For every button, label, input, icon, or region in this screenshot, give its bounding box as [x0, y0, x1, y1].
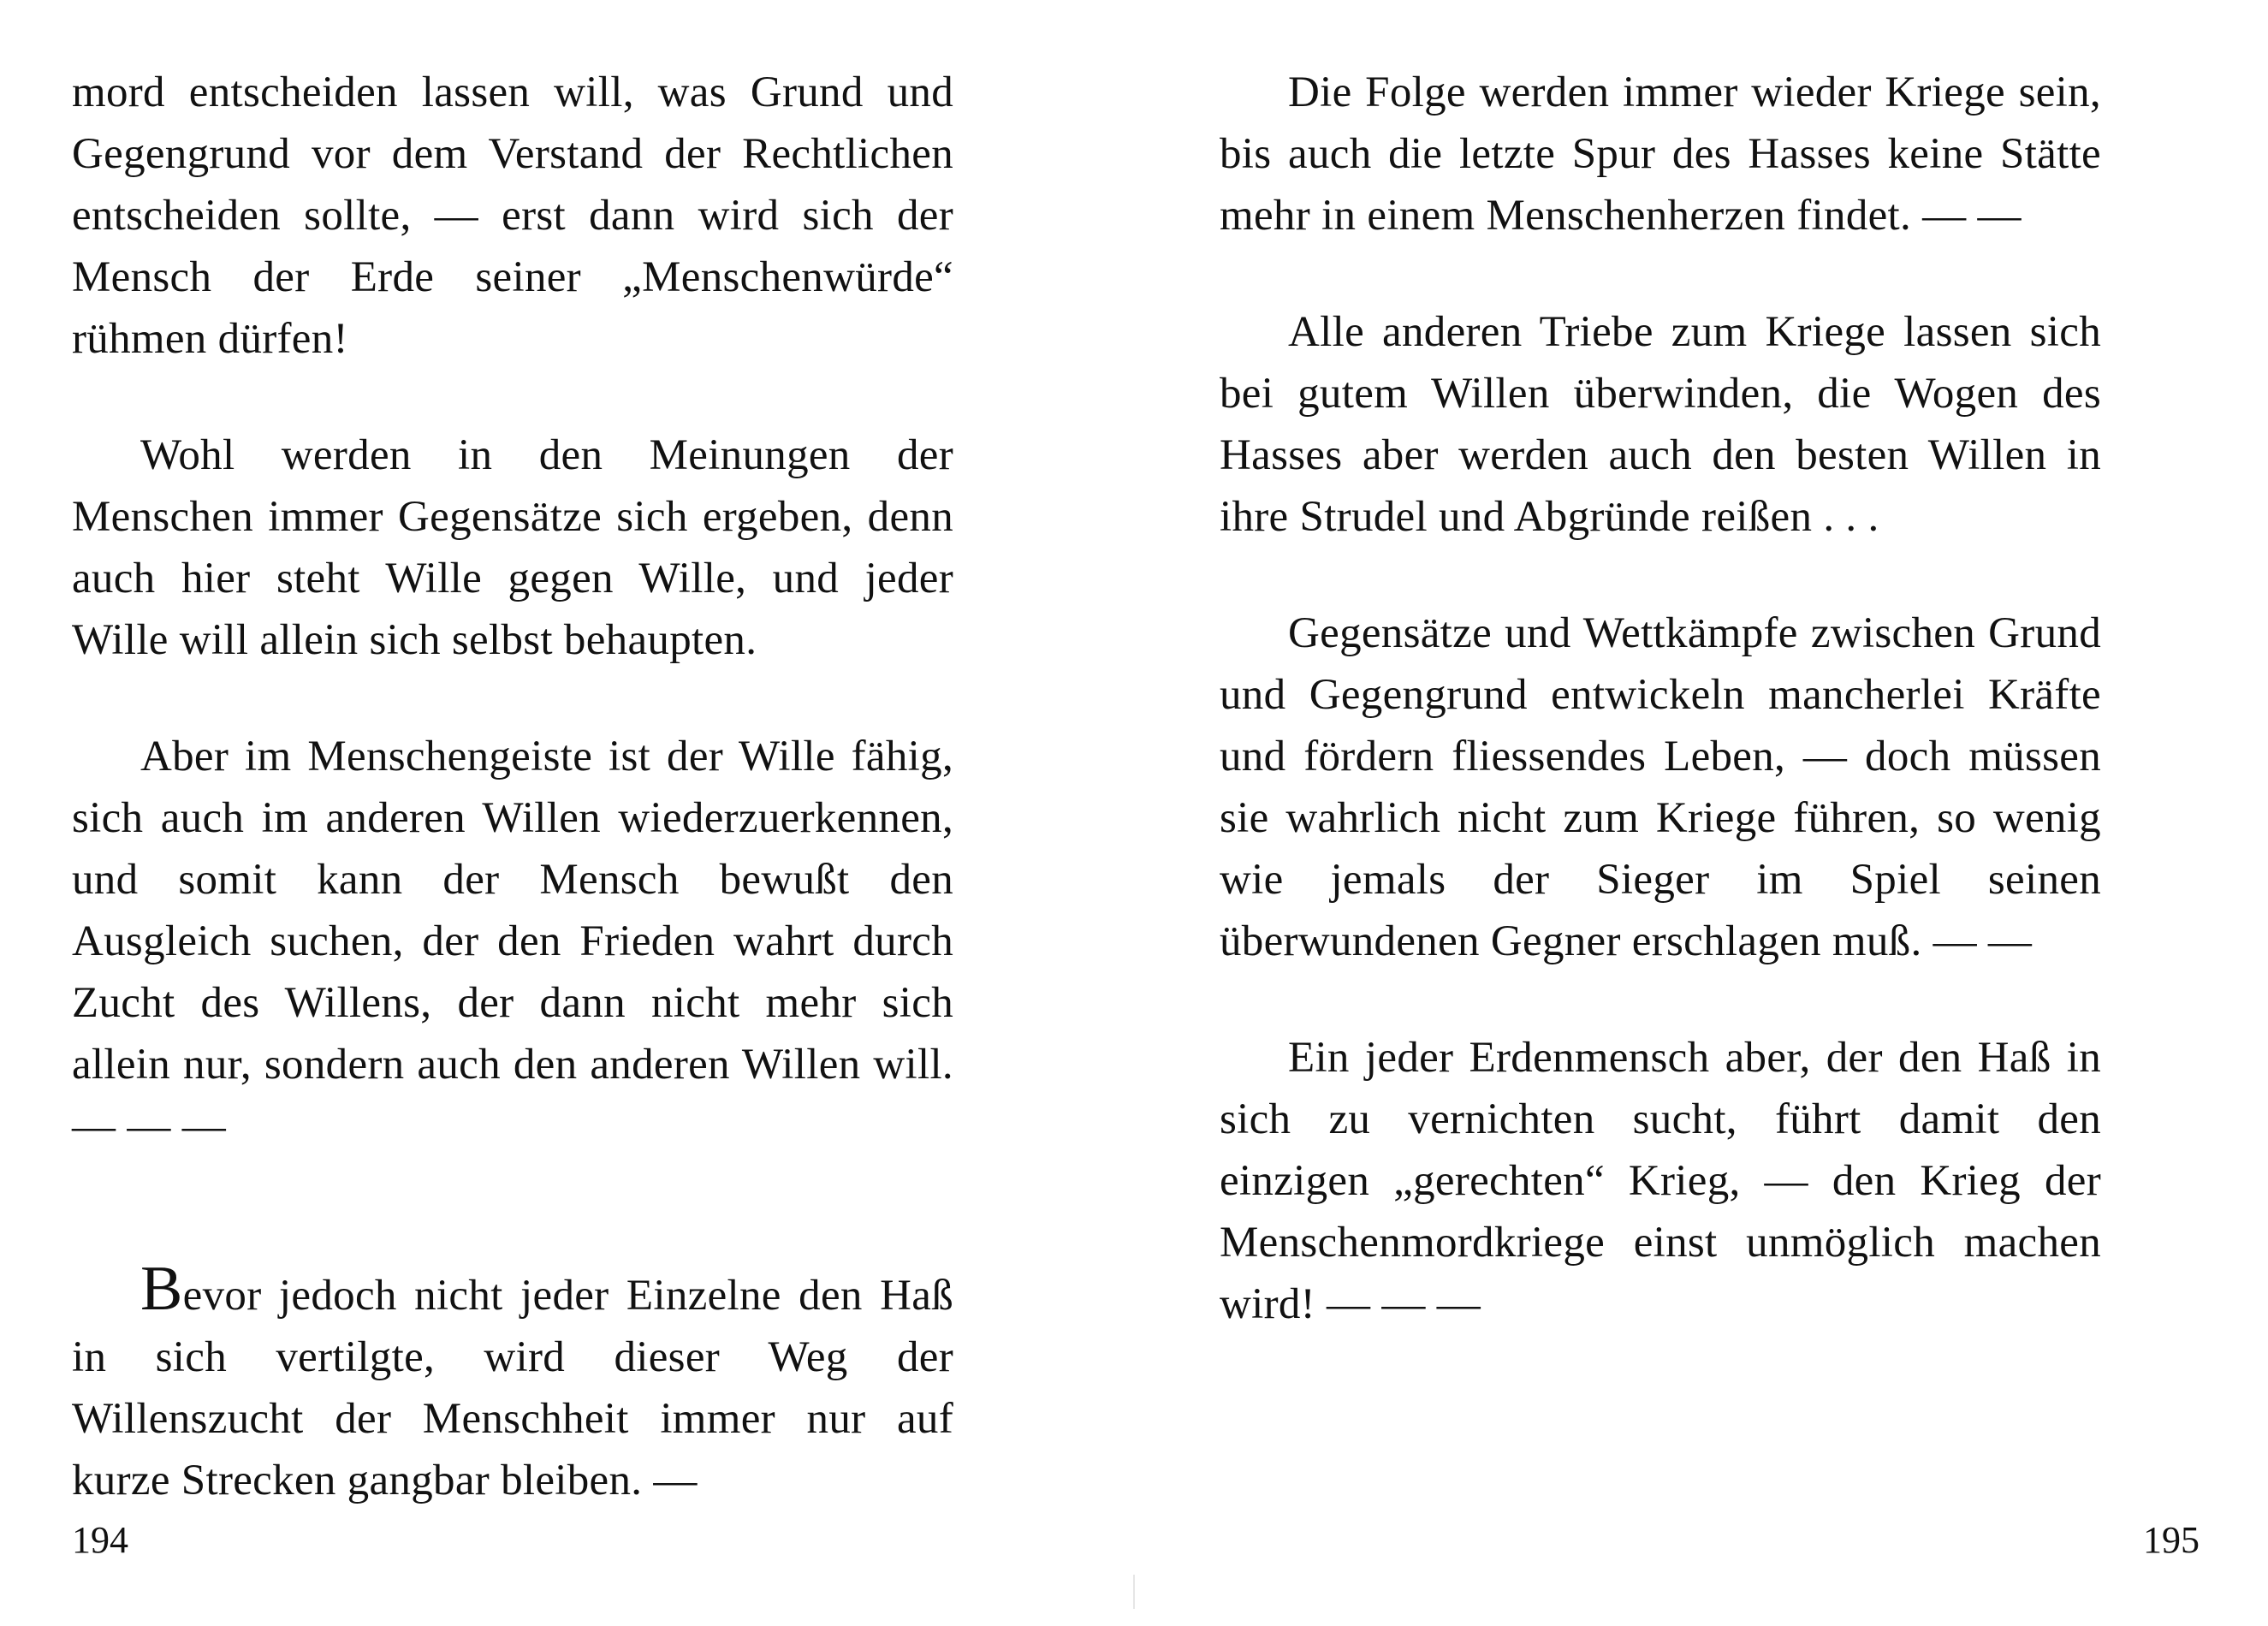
page-number-right: 195: [2143, 1519, 2200, 1561]
left-page-text: [72, 62, 953, 1566]
page-number-left: 194: [72, 1519, 128, 1561]
paragraph: Wohl werden in den Meinungen der Menschen immer Gegensätze sich ergeben, denn auch hier steht Wille gegen Wille, und jeder Wille will allein sich selbst behaupten.: [72, 431, 953, 664]
paragraph: Die Folge werden immer wieder Kriege sein, bis auch die letzte Spur des Hasses keine Stätte mehr in einem Menschenherzen findet. — —: [1220, 68, 2101, 240]
paragraph: mord entscheiden lassen will, was Grund und Gegengrund vor dem Verstand der Rechtlichen entscheiden sollte, — erst dann wird sich der Mensch der Erde seiner „Menschenwürde“ rühmen dürfen!: [72, 68, 953, 363]
paragraph: Ein jeder Erdenmensch aber, der den Haß in sich zu vernichten sucht, führt damit den einzigen „gerechten“ Krieg, — den Krieg der Menschenmordkriege einst unmöglich machen wird! — — —: [1220, 1034, 2101, 1328]
paragraph: Aber im Menschengeiste ist der Wille fähig, sich auch im anderen Willen wiederzuerkennen, und somit kann der Mensch bewußt den Ausgleich suchen, der den Frieden wahrt durch Zucht des Willens, der dann nicht mehr sich allein nur, sondern auch den anderen Willen will. — — —: [72, 733, 953, 1150]
paragraph: Gegensätze und Wettkämpfe zwischen Grund und Gegengrund entwickeln mancherlei Kräfte und fördern fliessendes Leben, — doch müssen sie wahrlich nicht zum Kriege führen, so wenig wie jemals der Sieger im Spiel seinen überwundenen Gegner erschlagen muß. — —: [1220, 609, 2101, 965]
right-page: [1134, 0, 2268, 1626]
paragraph: Alle anderen Triebe zum Kriege lassen sich bei gutem Willen überwinden, die Wogen des Hasses aber werden auch den besten Willen in ihre Strudel und Abgründe reißen . . .: [1220, 308, 2101, 541]
right-page-text: [1220, 62, 2101, 1390]
paragraph: Bevor jedoch nicht jeder Einzelne den Haß in sich vertilgte, wird dieser Weg der Willenszucht der Menschheit immer nur auf kurze Strecken gangbar bleiben. —: [72, 1254, 953, 1504]
